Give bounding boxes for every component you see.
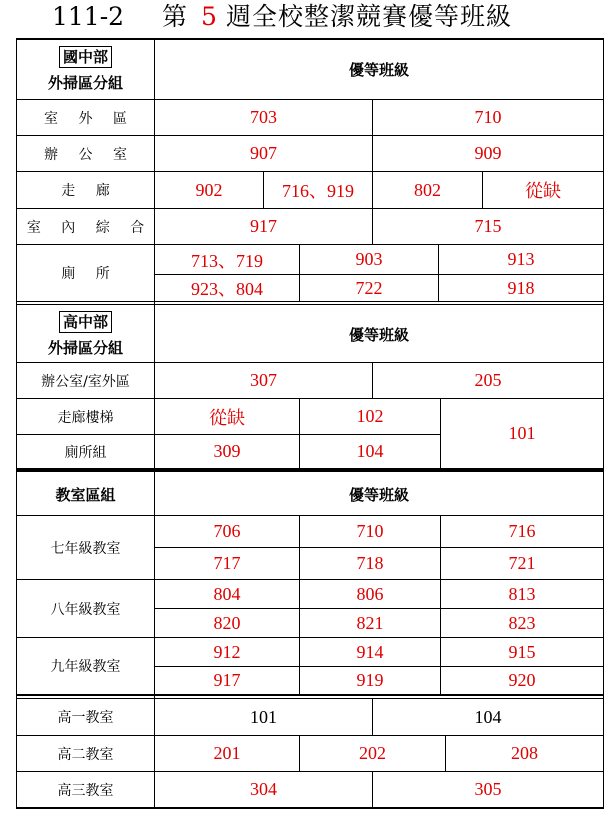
senior-toilet-value: 309 (213, 441, 241, 461)
senior3-value: 305 (474, 779, 502, 799)
senior2-value: 208 (511, 743, 538, 763)
junior-column-header: 優等班級 (348, 61, 409, 79)
grade9-value: 915 (508, 641, 536, 662)
section-divider (16, 694, 604, 696)
grade8-value: 806 (356, 583, 384, 604)
grade8-value: 820 (213, 612, 241, 633)
grade7-value: 716 (508, 521, 536, 541)
junior-indoor-value: 917 (250, 216, 277, 236)
grade9-value: 912 (213, 641, 241, 662)
senior-corridor-value: 102 (356, 406, 384, 426)
junior-toilet-value: 918 (507, 277, 535, 298)
senior1-value: 101 (250, 706, 277, 727)
junior-corridor-value: 902 (195, 179, 223, 200)
senior2-value: 202 (359, 743, 386, 763)
junior-indoor-value: 715 (474, 216, 502, 236)
classroom-group-label: 教室區組 (55, 485, 116, 504)
row-label-grade7: 七年級教室 (50, 540, 121, 557)
junior-toilet-value: 722 (355, 277, 383, 298)
title-week-number: 5 (201, 2, 217, 31)
grade7-value: 706 (213, 521, 241, 541)
junior-toilet-value: 903 (355, 249, 383, 269)
row-label-senior2: 高二教室 (57, 746, 114, 763)
grade9-value: 919 (356, 670, 384, 690)
row-label-grade8: 八年級教室 (50, 601, 121, 618)
senior-department-label: 高中部 (59, 311, 112, 333)
grade7-value: 717 (213, 553, 241, 573)
senior-merged-value: 101 (508, 423, 536, 443)
row-label-senior3: 高三教室 (57, 782, 114, 799)
junior-toilet-value: 923、804 (191, 279, 263, 299)
row-label-corridor-stairs: 走廊樓梯 (57, 409, 114, 426)
table-bottom-border (16, 807, 604, 809)
senior1-value: 104 (474, 706, 502, 727)
grade8-value: 804 (213, 583, 241, 604)
grade8-value: 813 (508, 583, 536, 604)
row-label-toilet: 廁 所 (61, 266, 118, 282)
row-label-indoor: 室 內 綜 合 (26, 219, 153, 236)
junior-header-cell (17, 40, 154, 99)
row-label-outdoor: 室 外 區 (44, 110, 135, 127)
junior-corridor-value: 802 (414, 179, 441, 200)
senior-office-value: 205 (474, 370, 502, 390)
junior-toilet-value: 913 (507, 249, 535, 269)
junior-department-label: 國中部 (59, 46, 112, 68)
grade7-value: 718 (356, 553, 384, 573)
section-divider-thick (16, 468, 604, 472)
senior-header-cell (17, 306, 154, 362)
senior2-value: 201 (213, 743, 241, 763)
junior-toilet-value: 713、719 (191, 250, 263, 271)
row-label-corridor: 走 廊 (61, 183, 118, 199)
senior3-value: 304 (250, 779, 277, 799)
junior-office-value: 907 (250, 143, 277, 163)
junior-outdoor-value: 710 (474, 107, 502, 127)
grade9-value: 914 (356, 641, 384, 662)
junior-outdoor-value: 703 (250, 107, 277, 127)
senior-corridor-value: 從缺 (209, 407, 245, 428)
table-right-border (603, 38, 604, 809)
junior-corridor-value: 從缺 (525, 181, 561, 201)
senior-column-header: 優等班級 (348, 325, 409, 344)
junior-corridor-value: 716、919 (282, 181, 354, 201)
grade8-value: 823 (508, 612, 536, 633)
row-label-senior1: 高一教室 (57, 710, 114, 726)
section-divider (16, 304, 604, 305)
grade8-value: 821 (356, 612, 384, 633)
senior-group-label: 外掃區分組 (47, 338, 123, 357)
junior-office-value: 909 (474, 143, 502, 163)
grade9-value: 920 (508, 670, 536, 690)
row-label-toilet-group: 廁所組 (64, 444, 107, 461)
senior-office-value: 307 (250, 370, 277, 390)
row-label-grade9: 九年級教室 (50, 659, 121, 675)
row-label-office-outdoor: 辦公室/室外區 (41, 373, 130, 390)
grade9-value: 917 (213, 670, 241, 690)
classroom-column-header: 優等班級 (348, 485, 409, 504)
junior-group-label: 外掃區分組 (47, 74, 123, 92)
row-label-office: 辦 公 室 (44, 146, 135, 163)
title-prefix: 第 (162, 2, 188, 31)
section-divider (16, 301, 604, 302)
title-text: 週全校整潔競賽優等班級 (226, 2, 513, 31)
title-code: 111-2 (52, 2, 125, 31)
grade7-value: 721 (508, 553, 536, 573)
senior-toilet-value: 104 (356, 441, 384, 461)
grade7-value: 710 (356, 521, 384, 541)
